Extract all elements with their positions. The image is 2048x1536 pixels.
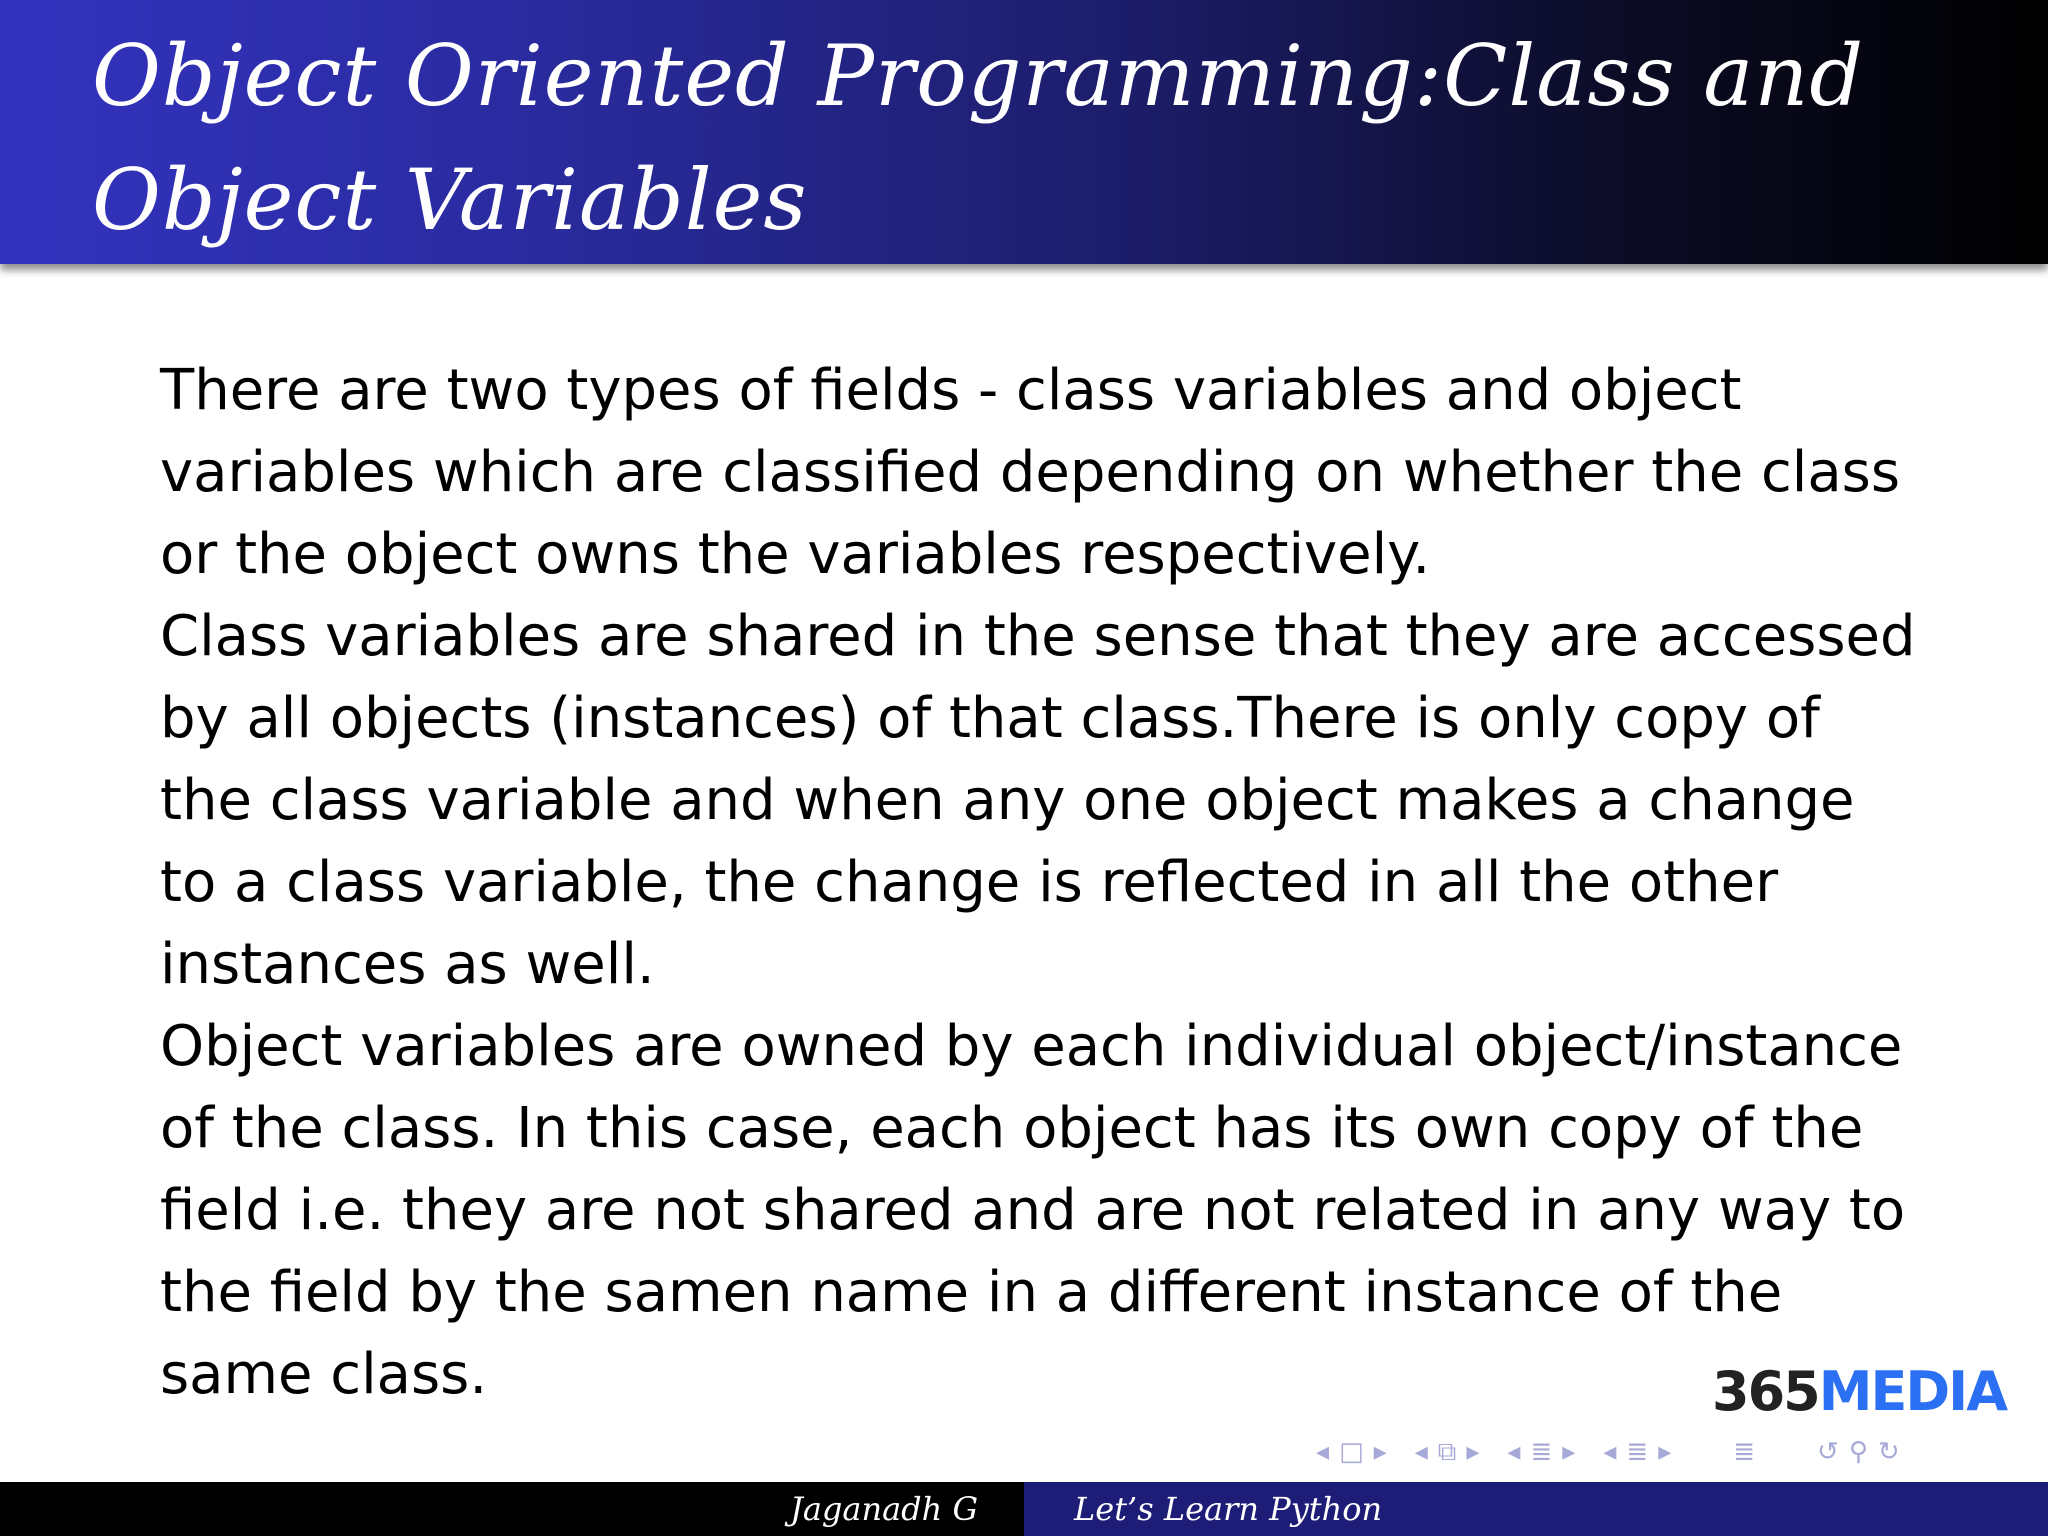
next-part-icon[interactable]: ▸ [1658,1437,1672,1467]
slide-title-line-2: Object Variables [92,151,808,249]
part-icon[interactable]: ≣ [1626,1437,1649,1467]
slide-body [160,350,1920,1416]
prev-part-icon[interactable]: ◂ [1603,1437,1617,1467]
paragraph-object-variables: Object variables are owned by each individual object/instance of the class. In this case, each object has its own copy of the field i.e. they are not shared and are not related in any way to the field by the samen name in a different instance of the same class. [160,1014,1906,1407]
search-icon[interactable]: ⚲ [1848,1437,1868,1467]
footer-author-panel [0,1482,1024,1536]
footer-title-panel [1024,1482,2048,1536]
prev-frame-icon[interactable]: ◂ [1316,1437,1330,1467]
next-subsection-icon[interactable]: ▸ [1466,1437,1480,1467]
next-section-icon[interactable]: ▸ [1562,1437,1576,1467]
frame-icon[interactable]: □ [1339,1437,1364,1467]
slide-title [92,14,1992,262]
prev-subsection-icon[interactable]: ◂ [1414,1437,1428,1467]
forward-icon[interactable]: ↻ [1877,1437,1900,1467]
logo-word: MEDIA [1818,1360,2007,1423]
logo-number: 365 [1712,1360,1819,1423]
title-bar [0,0,2048,264]
prev-section-icon[interactable]: ◂ [1507,1437,1521,1467]
outline-icon[interactable]: ≣ [1733,1437,1756,1467]
section-icon[interactable]: ≣ [1530,1437,1553,1467]
paragraph-field-types: There are two types of fields - class variables and object variables which are classified depending on whether the class or the object owns the variables respectively. [160,358,1901,587]
beamer-navigation [1316,1432,2036,1472]
slide-title-line-1: Object Oriented Programming:Class and [92,27,1865,125]
footer-author: Jaganadh G [790,1490,978,1528]
next-frame-icon[interactable]: ▸ [1373,1437,1387,1467]
footer [0,1482,2048,1536]
paragraph-class-variables: Class variables are shared in the sense that they are accessed by all objects (instances) of that class.There is only copy of the class variable and when any one object makes a change to a class variable, the change is reflected in all the other instances as well. [160,604,1916,997]
365media-logo [1712,1362,2032,1422]
footer-presentation-title: Let’s Learn Python [1074,1490,1383,1528]
subsection-icon[interactable]: ⧉ [1437,1436,1457,1467]
back-icon[interactable]: ↺ [1817,1437,1839,1467]
